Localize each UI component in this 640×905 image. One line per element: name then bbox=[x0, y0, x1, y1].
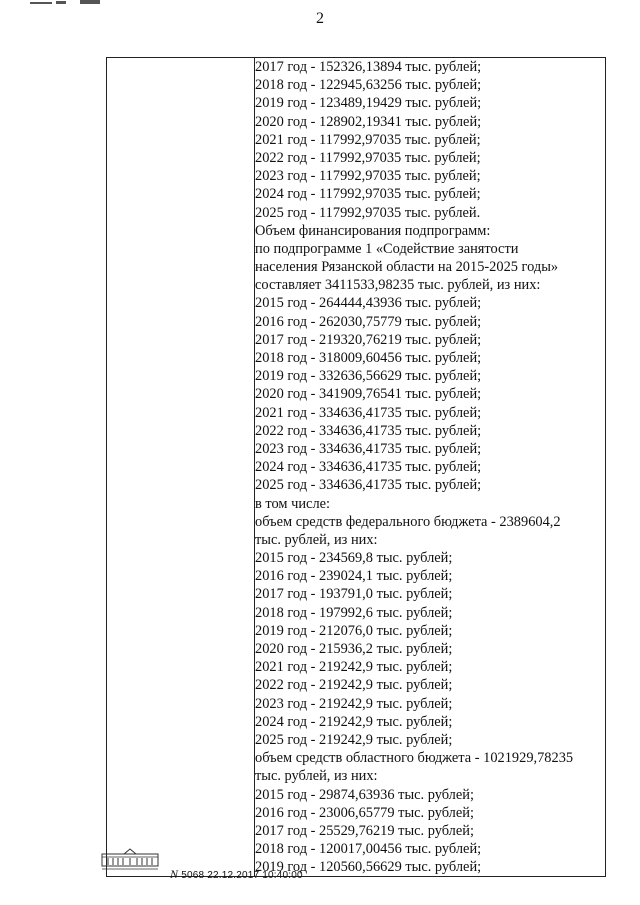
left-cell bbox=[107, 58, 255, 877]
text-line: 2024 год - 219242,9 тыс. рублей; bbox=[255, 713, 453, 730]
text-line: Объем финансирования подпрограмм: bbox=[255, 222, 491, 239]
text-line: 2016 год - 23006,65779 тыс. рублей; bbox=[255, 804, 474, 821]
text-line: 2022 год - 219242,9 тыс. рублей; bbox=[255, 677, 453, 694]
text-line: 2024 год - 117992,97035 тыс. рублей; bbox=[255, 186, 481, 203]
text-line: 2025 год - 219242,9 тыс. рублей; bbox=[255, 731, 453, 748]
text-line: тыс. рублей, из них: bbox=[255, 768, 378, 785]
document-stamp bbox=[170, 867, 303, 882]
cell-text bbox=[255, 58, 605, 876]
text-line: 2023 год - 117992,97035 тыс. рублей; bbox=[255, 168, 481, 185]
text-line: 2025 год - 334636,41735 тыс. рублей; bbox=[255, 477, 482, 494]
text-line: 2016 год - 262030,75779 тыс. рублей; bbox=[255, 313, 482, 330]
footer bbox=[100, 848, 620, 888]
text-line: 2020 год - 215936,2 тыс. рублей; bbox=[255, 641, 453, 657]
text-line: 2017 год - 152326,13894 тыс. рублей; bbox=[255, 59, 482, 75]
text-line: 2018 год - 120017,00456 тыс. рублей; bbox=[255, 841, 482, 858]
page-number: 2 bbox=[316, 10, 324, 27]
text-line: 2017 год - 25529,76219 тыс. рублей; bbox=[255, 822, 474, 839]
text-line: 2017 год - 219320,76219 тыс. рублей; bbox=[255, 331, 482, 348]
text-line: 2020 год - 341909,76541 тыс. рублей; bbox=[255, 386, 482, 403]
text-line: 2017 год - 193791,0 тыс. рублей; bbox=[255, 586, 453, 603]
doc-mark: N bbox=[170, 867, 179, 881]
text-line: 2018 год - 318009,60456 тыс. рублей; bbox=[255, 350, 482, 366]
text-line: 2022 год - 334636,41735 тыс. рублей; bbox=[255, 422, 482, 439]
doc-datetime: 22.12.2017 10:40:00 bbox=[207, 870, 303, 881]
text-line: 2018 год - 122945,63256 тыс. рублей; bbox=[255, 77, 482, 94]
text-line: 2021 год - 117992,97035 тыс. рублей; bbox=[255, 131, 481, 148]
text-line: составляет 3411533,98235 тыс. рублей, из них: bbox=[255, 277, 541, 294]
text-line: 2021 год - 334636,41735 тыс. рублей; bbox=[255, 404, 482, 421]
text-line: 2015 год - 264444,43936 тыс. рублей; bbox=[255, 295, 482, 312]
text-line: объем средств федерального бюджета - 2389604,2 bbox=[255, 513, 561, 530]
right-cell bbox=[255, 58, 606, 877]
text-line: 2019 год - 332636,56629 тыс. рублей; bbox=[255, 368, 482, 385]
text-line: 2022 год - 117992,97035 тыс. рублей; bbox=[255, 149, 481, 166]
text-line: населения Рязанской области на 2015-2025 годы» bbox=[255, 259, 559, 276]
text-line: 2024 год - 334636,41735 тыс. рублей; bbox=[255, 459, 482, 476]
text-line: по подпрограмме 1 «Содействие занятости bbox=[255, 240, 519, 257]
doc-number: 5068 bbox=[181, 870, 205, 881]
text-line: 2016 год - 239024,1 тыс. рублей; bbox=[255, 568, 453, 585]
text-line: 2019 год - 212076,0 тыс. рублей; bbox=[255, 622, 453, 639]
text-line: тыс. рублей, из них: bbox=[255, 531, 378, 548]
passport-table bbox=[106, 57, 606, 877]
text-line: 2023 год - 334636,41735 тыс. рублей; bbox=[255, 440, 482, 457]
text-line: 2025 год - 117992,97035 тыс. рублей. bbox=[255, 204, 481, 221]
building-stamp-icon bbox=[100, 848, 160, 872]
text-line: 2019 год - 123489,19429 тыс. рублей; bbox=[255, 95, 482, 112]
text-line: 2018 год - 197992,6 тыс. рублей; bbox=[255, 604, 453, 621]
text-line: 2023 год - 219242,9 тыс. рублей; bbox=[255, 695, 453, 712]
table-row bbox=[107, 58, 606, 877]
text-line: 2020 год - 128902,19341 тыс. рублей; bbox=[255, 113, 482, 130]
text-line: 2015 год - 29874,63936 тыс. рублей; bbox=[255, 786, 474, 803]
text-line: 2019 год - 120560,56629 тыс. рублей; bbox=[255, 859, 482, 876]
text-line: 2015 год - 234569,8 тыс. рублей; bbox=[255, 550, 453, 567]
text-line: 2021 год - 219242,9 тыс. рублей; bbox=[255, 659, 453, 676]
text-line: объем средств областного бюджета - 1021929,78235 bbox=[255, 750, 574, 767]
scan-artifact bbox=[30, 0, 105, 8]
text-line: в том числе: bbox=[255, 495, 331, 512]
